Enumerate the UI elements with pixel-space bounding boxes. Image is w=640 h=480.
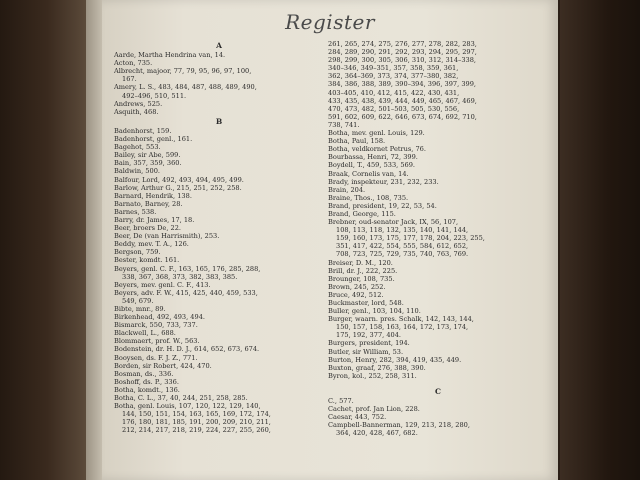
index-entry: 470, 473, 482, 501–503, 505, 530, 556,: [328, 104, 460, 113]
index-entry: Bailey, sir Abe, 599.: [114, 151, 181, 160]
index-entry: 362, 364–369, 373, 374, 377–380, 382,: [328, 72, 459, 81]
index-entry-continuation: 159, 160, 173, 175, 177, 178, 204, 223, 255,: [336, 234, 485, 243]
index-entry: Byron, kol., 252, 258, 311.: [328, 371, 417, 380]
index-entry: Bodenstein, dr. H. D. J., 614, 652, 673, 674.: [114, 345, 260, 354]
index-column-left: [114, 40, 324, 435]
index-entry: Birkenhead, 492, 493, 494.: [114, 313, 205, 322]
index-entry: Boydell, T., 459, 533, 569.: [328, 161, 416, 170]
section-letter: C: [435, 386, 441, 396]
index-entry: C., 577.: [328, 397, 354, 406]
index-entry: Brown, 245, 252.: [328, 282, 386, 291]
page-title: Register: [285, 10, 375, 34]
desk-background-right: [560, 0, 640, 480]
index-entry: Badenhorst, genl., 161.: [114, 135, 193, 144]
index-entry: Barnes, 538.: [114, 207, 157, 216]
index-entry: Beyers, adv. F. W., 415, 425, 440, 459, 533,: [114, 288, 258, 297]
index-entry: Brand, George, 115.: [328, 209, 396, 218]
index-entry: Campbell-Bannerman, 129, 213, 218, 280,: [328, 421, 470, 430]
index-entry: Balfour, Lord, 492, 493, 494, 495, 499.: [114, 175, 244, 184]
index-entry-continuation: 338, 367, 368, 373, 382, 383, 385.: [122, 272, 238, 281]
index-entry-continuation: 351, 417, 422, 554, 555, 584, 612, 652,: [336, 242, 469, 251]
index-entry: Amery, L. S., 483, 484, 487, 488, 489, 490,: [114, 83, 257, 92]
index-entry: Bismarck, 550, 733, 737.: [114, 321, 198, 330]
index-entry-continuation: 108, 113, 118, 132, 135, 140, 141, 144,: [336, 226, 469, 235]
index-entry-continuation: 549, 679.: [122, 296, 154, 305]
section-letter: B: [215, 116, 223, 126]
index-entry-continuation: 212, 214, 217, 218, 219, 224, 227, 255, 260,: [122, 426, 271, 435]
index-entry: Buxton, graaf, 276, 388, 390.: [328, 363, 426, 372]
index-entry: Breiser, D. M., 120.: [328, 258, 393, 267]
index-entry-continuation: 492–496, 510, 511.: [122, 91, 187, 100]
index-entry: Barry, dr. James, 17, 18.: [114, 215, 195, 224]
index-entry: Buller, genl., 103, 104, 110.: [328, 307, 421, 316]
index-entry: Acton, 735.: [114, 59, 153, 68]
index-entry: Barnard, Hendrik, 138.: [114, 191, 192, 200]
index-entry: Botha, komdt., 136.: [114, 385, 180, 394]
index-entry: Cachet, prof. Jan Lion, 228.: [328, 405, 420, 414]
index-entry: Botha, veldkornet Petrus, 76.: [328, 145, 426, 154]
index-entry: Bagehot, 553.: [114, 143, 161, 152]
index-entry: Brady, inspekteur, 231, 232, 233.: [328, 177, 439, 186]
index-entry: Brebner, oud-senator Jack, IX, 56, 107,: [328, 218, 459, 227]
index-entry: 284, 289, 290, 291, 292, 293, 294, 295, 297,: [328, 48, 477, 57]
index-entry-continuation: 175, 192, 377, 404.: [336, 331, 402, 340]
index-entry: Brain, 204.: [328, 185, 366, 194]
index-entry: 261, 265, 274, 275, 276, 277, 278, 282, 283,: [328, 40, 477, 48]
index-entry: Andrews, 525.: [114, 99, 163, 108]
index-entry: Barnato, Barney, 28.: [114, 199, 183, 208]
section-gap: [328, 380, 548, 386]
index-entry: 384, 386, 388, 389, 390–394, 396, 397, 399,: [328, 80, 477, 89]
index-entry: Barlow, Arthur G., 215, 251, 252, 258.: [114, 183, 242, 192]
index-entry: Booysen, ds. F. J. Z., 771.: [114, 353, 198, 362]
index-entry: Burgers, president, 194.: [328, 339, 410, 348]
index-entry: 403–405, 410, 412, 415, 422, 430, 431,: [328, 88, 460, 97]
index-entry: Bosman, ds., 336.: [114, 369, 174, 378]
index-entry: Botha, C. L., 37, 40, 244, 251, 258, 285.: [114, 394, 248, 403]
index-entry-continuation: 176, 180, 181, 185, 191, 200, 209, 210, 211,: [122, 418, 271, 427]
index-entry: Bibte, mnr., 89.: [114, 305, 166, 313]
index-entry: Beer, De (van Harrismith), 253.: [114, 232, 220, 241]
index-entry: Buckmaster, lord, 548.: [328, 299, 404, 307]
index-entry-continuation: 167.: [122, 75, 137, 84]
index-entry: 340–346, 349–351, 357, 358, 359, 361,: [328, 64, 459, 73]
index-entry: Blackwell, L., 688.: [114, 329, 176, 338]
index-entry: Badenhorst, 159.: [114, 126, 172, 135]
index-entry: Bester, komdt. 161.: [114, 256, 180, 265]
index-entry: Burton, Henry, 282, 394, 419, 435, 449.: [328, 355, 462, 364]
index-entry: Aarde, Martha Hendrina van, 14.: [114, 51, 226, 60]
index-entry: Beer, broers De, 22.: [114, 224, 182, 233]
index-entry: Beyers, genl. C. F., 163, 165, 176, 285, 288,: [114, 264, 261, 273]
index-entry-continuation: 708, 723, 725, 729, 735, 740, 763, 769.: [336, 250, 469, 259]
index-entry: Butler, sir William, 53.: [328, 347, 404, 356]
index-entry: 738, 741.: [328, 120, 360, 129]
book-page: [102, 0, 558, 480]
index-entry: Albrecht, majoor, 77, 79, 95, 96, 97, 100,: [114, 67, 252, 76]
index-entry: Beyers, mev. genl. C. F., 413.: [114, 280, 211, 289]
index-entry: Asquith, 468.: [114, 107, 159, 116]
index-entry: 298, 299, 300, 305, 306, 310, 312, 314–338,: [328, 56, 477, 65]
index-entry: Braine, Thos., 108, 735.: [328, 193, 409, 202]
index-entry: Botha, Paul, 158.: [328, 137, 386, 146]
index-entry: Boshoff, ds. P., 336.: [114, 377, 179, 386]
index-entry: Brill, dr. J., 222, 225.: [328, 266, 398, 275]
index-entry: Brounger, 108, 735.: [328, 274, 395, 283]
index-entry: Bourbassa, Henri, 72, 399.: [328, 153, 418, 162]
index-entry: 433, 435, 438, 439, 444, 449, 465, 467, 469,: [328, 96, 477, 105]
section-letter: A: [216, 41, 222, 50]
index-entry: Borden, sir Robert, 424, 470.: [114, 361, 212, 370]
index-entry: Blommaert, prof. W., 563.: [114, 337, 200, 346]
index-entry-continuation: 144, 150, 151, 154, 163, 165, 169, 172, 174,: [122, 410, 271, 419]
index-entry: Botha, genl. Louis, 107, 120, 122, 129, 140,: [114, 402, 261, 411]
index-entry: Burger, waarn. pres. Schalk, 142, 143, 144,: [328, 315, 474, 324]
index-entry-continuation: 364, 420, 428, 467, 682.: [336, 429, 418, 438]
index-entry: Baldwin, 500.: [114, 167, 160, 176]
index-entry-continuation: 150, 157, 158, 163, 164, 172, 173, 174,: [336, 323, 469, 332]
index-entry: Caesar, 443, 752.: [328, 413, 387, 422]
index-entry: Braak, Cornelis van, 14.: [328, 169, 409, 178]
index-entry: Bruce, 492, 512.: [328, 290, 384, 299]
index-entry: Brand, president, 19, 22, 53, 54.: [328, 201, 437, 210]
index-column-right: [328, 40, 548, 438]
index-entry: Beddy, mev. T. A., 126.: [114, 240, 189, 249]
index-entry: Bain, 357, 359, 360.: [114, 159, 182, 168]
index-entry: 591, 602, 609, 622, 646, 673, 674, 692, 710,: [328, 112, 477, 121]
desk-background-left: [0, 0, 86, 480]
index-entry: Bergson, 759.: [114, 248, 161, 257]
index-entry: Botha, mev. genl. Louis, 129.: [328, 129, 425, 138]
